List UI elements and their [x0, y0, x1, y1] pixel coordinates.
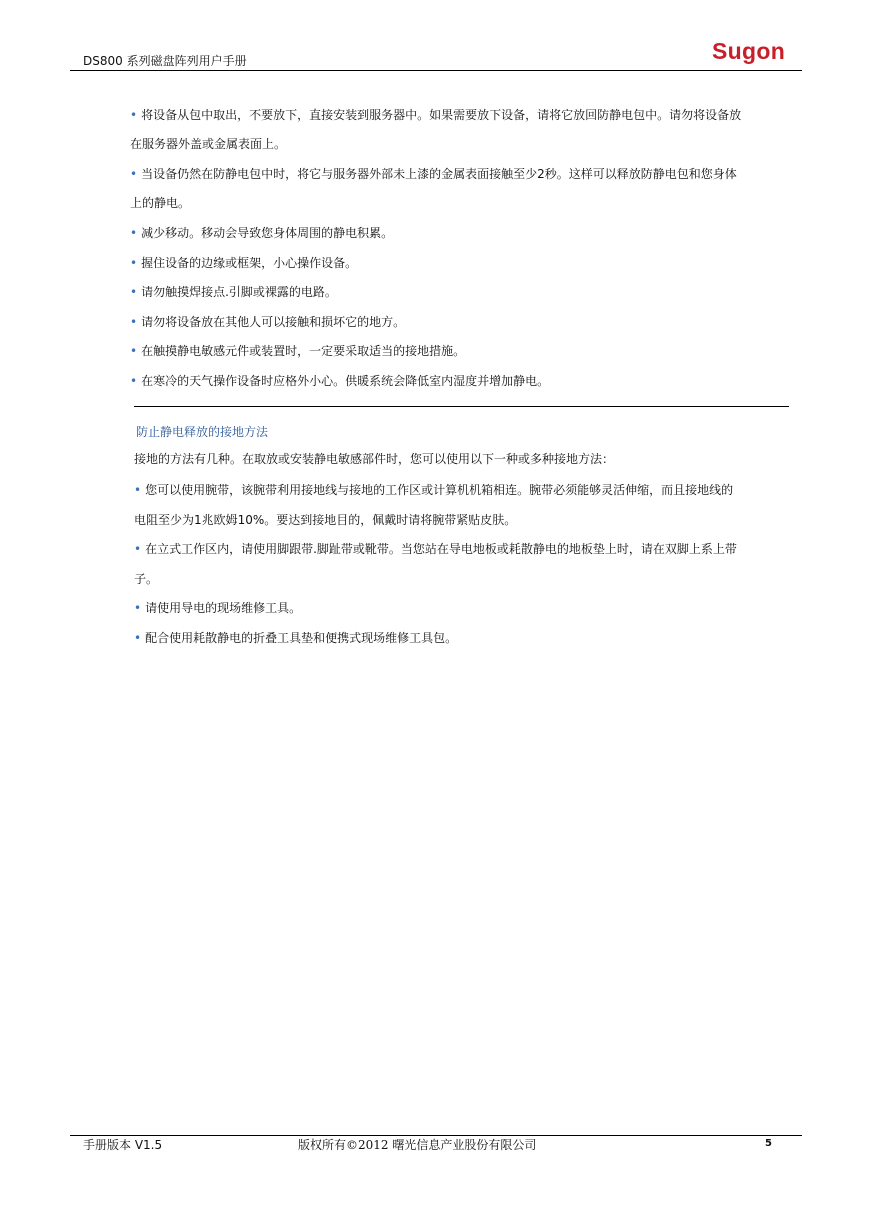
- list-item: • 在立式工作区内，请使用脚跟带.脚趾带或靴带。当您站在导电地板或耗散静电的地板垫上时，请在双脚上系上带: [134, 542, 737, 556]
- header-divider: [70, 70, 802, 71]
- bullet-icon: •: [130, 256, 138, 270]
- list-item: • 减少移动。移动会导致您身体周围的静电积累。: [130, 226, 394, 240]
- bullet-icon: •: [130, 374, 138, 388]
- list-item-continuation: 在服务器外盖或金属表面上。: [130, 137, 287, 151]
- page-number: 5: [765, 1138, 772, 1149]
- sugon-logo: Sugon: [712, 38, 786, 64]
- section-heading: 防止静电释放的接地方法: [136, 425, 269, 439]
- list-item: • 当设备仍然在防静电包中时，将它与服务器外部未上漆的金属表面接触至少2秒。这样可以释放防静电包和您身体: [130, 167, 737, 181]
- bullet-icon: •: [130, 344, 138, 358]
- list-item: • 将设备从包中取出，不要放下，直接安装到服务器中。如果需要放下设备，请将它放回防静电包中。请勿将设备放: [130, 108, 742, 122]
- list-item-continuation: 子。: [134, 572, 159, 586]
- list-item: • 握住设备的边缘或框架，小心操作设备。: [130, 256, 358, 270]
- list-item: • 在寒冷的天气操作设备时应格外小心。供暖系统会降低室内湿度并增加静电。: [130, 374, 550, 388]
- bullet-icon: •: [130, 285, 138, 299]
- bullet-icon: •: [134, 601, 142, 615]
- bullet-icon: •: [130, 167, 138, 181]
- list-item: • 请使用导电的现场维修工具。: [134, 601, 302, 615]
- list-item: • 在触摸静电敏感元件或装置时，一定要采取适当的接地措施。: [130, 344, 466, 358]
- list-item-continuation: 电阻至少为1兆欧姆10%。要达到接地目的，佩戴时请将腕带紧贴皮肤。: [134, 513, 517, 527]
- section-divider: [134, 406, 789, 407]
- bullet-icon: •: [134, 483, 142, 497]
- section-intro: 接地的方法有几种。在取放或安装静电敏感部件时，您可以使用以下一种或多种接地方法：: [134, 452, 615, 466]
- list-item: • 配合使用耗散静电的折叠工具垫和便携式现场维修工具包。: [134, 631, 458, 645]
- copyright-notice: 版权所有©2012 曙光信息产业股份有限公司: [298, 1138, 537, 1152]
- list-item: • 请勿将设备放在其他人可以接触和损坏它的地方。: [130, 315, 406, 329]
- bullet-icon: •: [130, 226, 138, 240]
- list-item-continuation: 上的静电。: [130, 196, 191, 210]
- manual-version: 手册版本 V1.5: [83, 1138, 163, 1152]
- header-title: DS800 系列磁盘阵列用户手册: [83, 54, 247, 68]
- list-item: • 您可以使用腕带，该腕带利用接地线与接地的工作区或计算机机箱相连。腕带必须能够灵活伸缩，而且接地线的: [134, 483, 734, 497]
- list-item: • 请勿触摸焊接点.引脚或裸露的电路。: [130, 285, 337, 299]
- bullet-icon: •: [130, 108, 138, 122]
- bullet-icon: •: [134, 631, 142, 645]
- bullet-icon: •: [134, 542, 142, 556]
- bullet-icon: •: [130, 315, 138, 329]
